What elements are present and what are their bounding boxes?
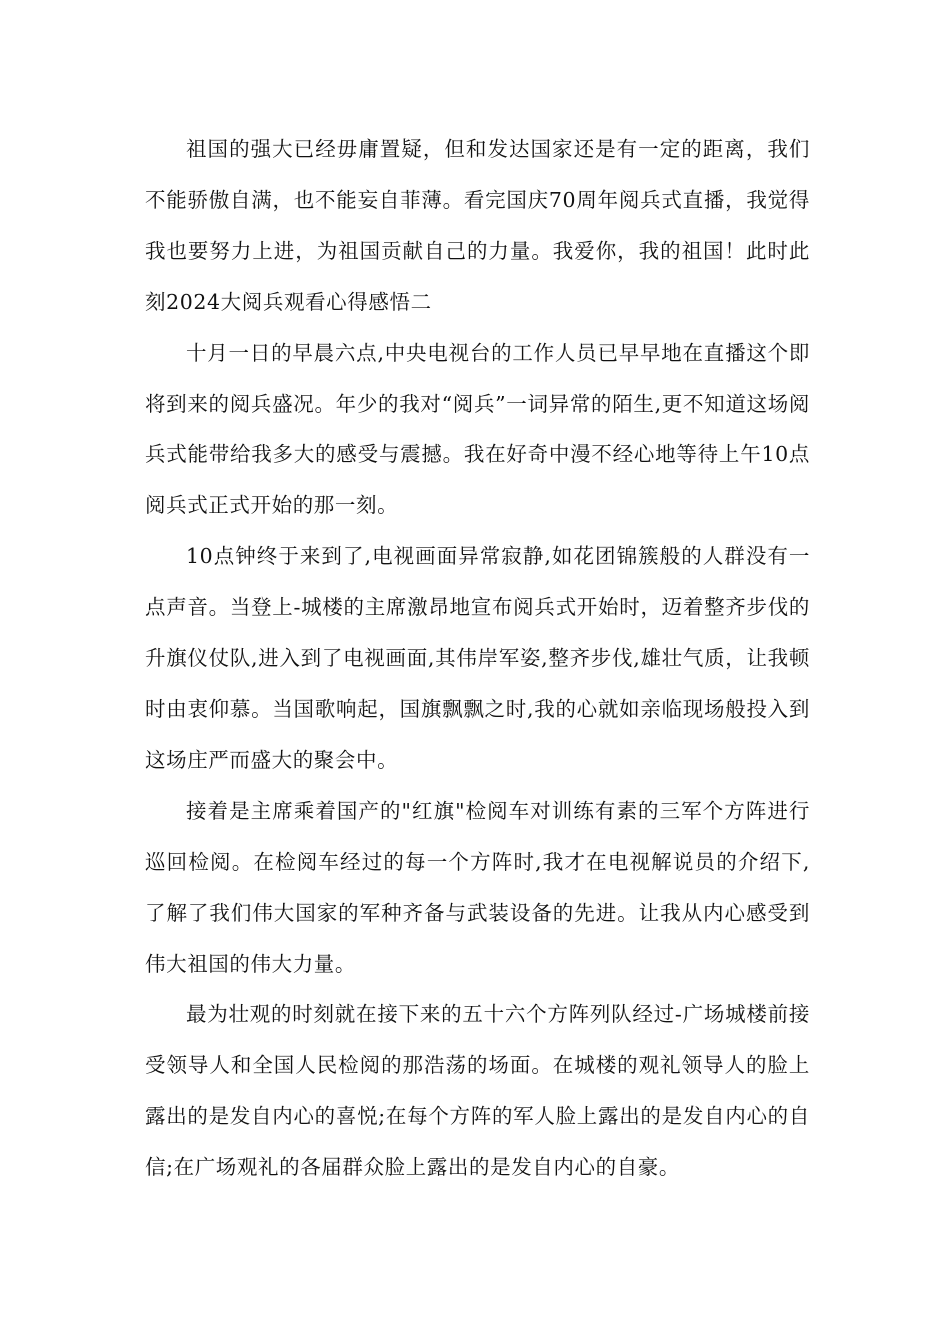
paragraph-parade: 最为壮观的时刻就在接下来的五十六个方阵列队经过-广场城楼前接受领导人和全国人民检阅的那浩荡的场面。在城楼的观礼领导人的脸上露出的是发自内心的喜悦;在每个方阵的军人脸上露出的是发自内心的自信;在广场观礼的各届群众脸上露出的是发自内心的自豪。	[145, 1002, 810, 1180]
paragraph-inspection: 接着是主席乘着国产的"红旗"检阅车对训练有素的三军个方阵进行巡回检阅。在检阅车经过的每一个方阵时,我才在电视解说员的介绍下,了解了我们伟大国家的军种齐备与武装设备的先进。让我从内心感受到伟大祖国的伟大力量。	[145, 798, 810, 976]
paragraph-ceremony-start: 10点钟终于来到了,电视画面异常寂静,如花团锦簇般的人群没有一点声音。当登上-城楼的主席激昂地宣布阅兵式开始时，迈着整齐步伐的升旗仪仗队,进入到了电视画面,其伟岸军姿,整齐步伐,雄壮气质，让我顿时由衷仰慕。当国歌响起，国旗飘飘之时,我的心就如亲临现场般投入到这场庄严而盛大的聚会中。	[145, 544, 810, 772]
paragraph-intro: 祖国的强大已经毋庸置疑，但和发达国家还是有一定的距离，我们不能骄傲自满，也不能妄自菲薄。看完国庆70周年阅兵式直播，我觉得我也要努力上进，为祖国贡献自己的力量。我爱你，我的祖国！此时此刻2024大阅兵观看心得感悟二	[145, 137, 810, 314]
paragraph-morning: 十月一日的早晨六点,中央电视台的工作人员已早早地在直播这个即将到来的阅兵盛况。年少的我对“阅兵”一词异常的陌生,更不知道这场阅兵式能带给我多大的感受与震撼。我在好奇中漫不经心地等待上午10点阅兵式正式开始的那一刻。	[145, 340, 810, 518]
document-body	[145, 124, 810, 1193]
